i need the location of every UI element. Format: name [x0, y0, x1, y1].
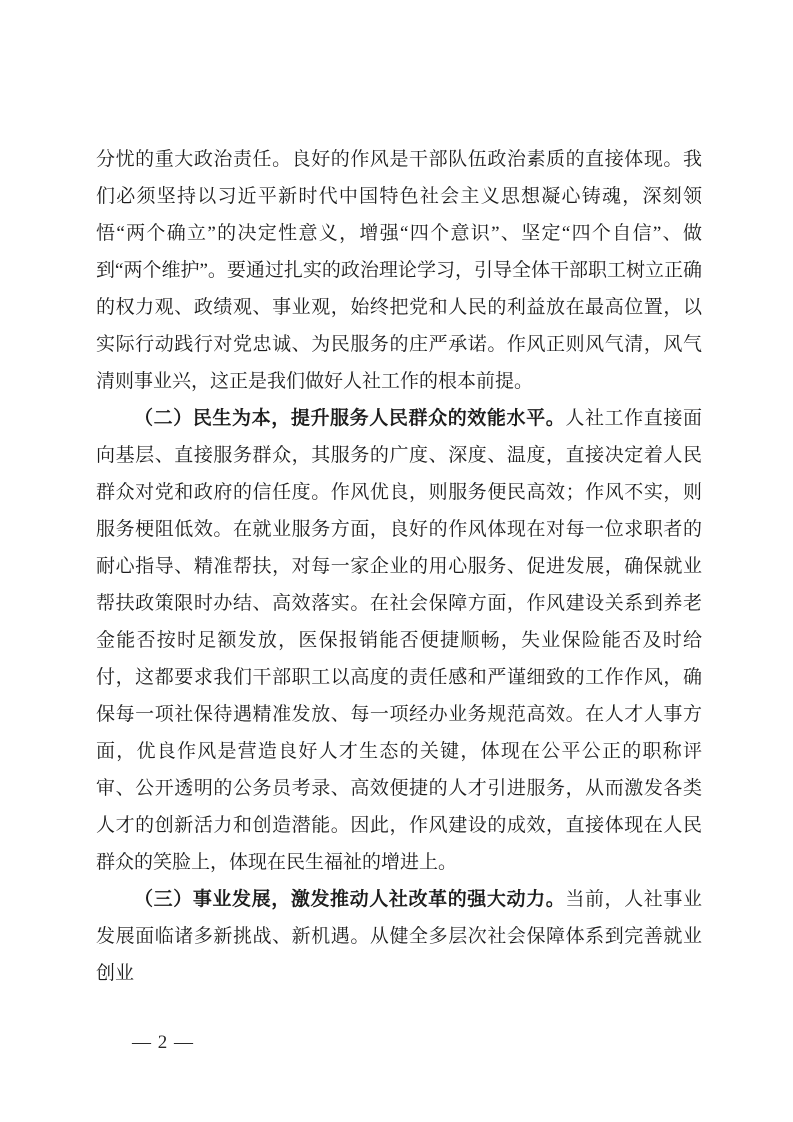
paragraph [96, 400, 702, 881]
document-body [96, 141, 702, 992]
paragraph-heading: （二）民生为本，提升服务人民群众的效能水平。 [134, 408, 566, 429]
paragraph-text: 分忧的重大政治责任。良好的作风是干部队伍政治素质的直接体现。我们必须坚持以习近平新时代中国特色社会主义思想凝心铸魂，深刻领悟“两个确立”的决定性意义，增强“四个意识”、坚定“四个自信”、做到“两个维护”。要通过扎实的政治理论学习，引导全体干部职工树立正确的权力观、政绩观、事业观，始终把党和人民的利益放在最高位置，以实际行动践行对党忠诚、为民服务的庄严承诺。作风正则风气清，风气清则事业兴，这正是我们做好人社工作的根本前提。 [96, 149, 702, 392]
paragraph [96, 141, 702, 400]
page-number: — 2 — [132, 1032, 194, 1053]
paragraph-text: 人社工作直接面向基层、直接服务群众，其服务的广度、深度、温度，直接决定着人民群众对党和政府的信任度。作风优良，则服务便民高效；作风不实，则服务梗阻低效。在就业服务方面，良好的作风体现在对每一位求职者的耐心指导、精准帮扶，对每一家企业的用心服务、促进发展，确保就业帮扶政策限时办结、高效落实。在社会保障方面，作风建设关系到养老金能否按时足额发放，医保报销能否便捷顺畅，失业保险能否及时给付，这都要求我们干部职工以高度的责任感和严谨细致的工作作风，确保每一项社保待遇精准发放、每一项经办业务规范高效。在人才人事方面，优良作风是营造良好人才生态的关键，体现在公平公正的职称评审、公开透明的公务员考录、高效便捷的人才引进服务，从而激发各类人才的创新活力和创造潜能。因此，作风建设的成效，直接体现在人民群众的笑脸上，体现在民生福祉的增进上。 [96, 408, 702, 873]
paragraph-heading: （三）事业发展，激发推动人社改革的强大动力。 [134, 889, 566, 910]
paragraph [96, 881, 702, 992]
page-footer [132, 1031, 194, 1055]
paragraph-text: 当前，人社事业发展面临诸多新挑战、新机遇。从健全多层次社会保障体系到完善就业创业 [96, 889, 702, 984]
